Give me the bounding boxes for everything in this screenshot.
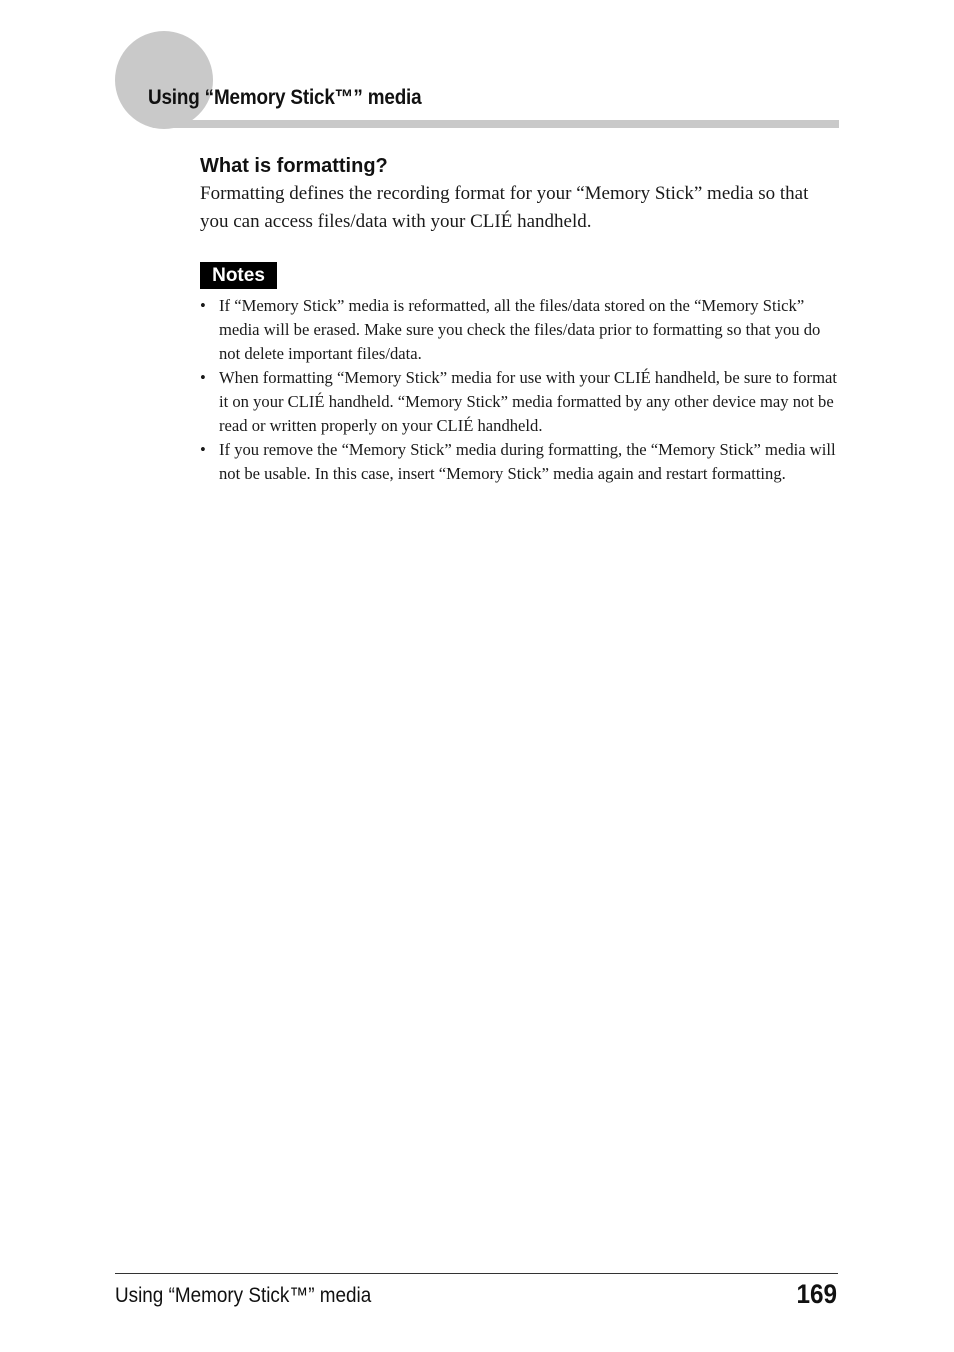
note-text: When formatting “Memory Stick” media for use with your CLIÉ handheld, be sure to format it on your CLIÉ handheld. “Memory Stick” media formatted by any other device may not be read or written properly on your CLIÉ handheld. — [219, 368, 837, 435]
list-item — [200, 294, 840, 366]
header-tab-circle — [115, 31, 213, 129]
notes-badge: Notes — [200, 262, 277, 289]
notes-list — [200, 294, 840, 486]
bullet-icon: • — [200, 368, 206, 387]
section-body: Formatting defines the recording format for your “Memory Stick” media so that you can access files/data with your CLIÉ handheld. — [200, 183, 809, 232]
header-tab-bar — [155, 120, 839, 128]
chapter-title: Using “Memory Stick™” media — [148, 86, 422, 109]
bullet-icon: • — [200, 440, 206, 459]
footer-chapter-title: Using “Memory Stick™” media — [115, 1284, 372, 1307]
footer-divider — [115, 1273, 838, 1274]
note-text: If “Memory Stick” media is reformatted, all the files/data stored on the “Memory Stick” media will be erased. Make sure you check the files/data prior to formatting so that you do not delete important files/data. — [219, 296, 821, 363]
note-text: If you remove the “Memory Stick” media during formatting, the “Memory Stick” media will not be usable. In this case, insert “Memory Stick” media again and restart formatting. — [219, 440, 836, 483]
list-item — [200, 438, 840, 486]
bullet-icon: • — [200, 296, 206, 315]
section-heading: What is formatting? — [200, 155, 388, 177]
page-number: 169 — [796, 1279, 837, 1309]
list-item — [200, 366, 840, 438]
